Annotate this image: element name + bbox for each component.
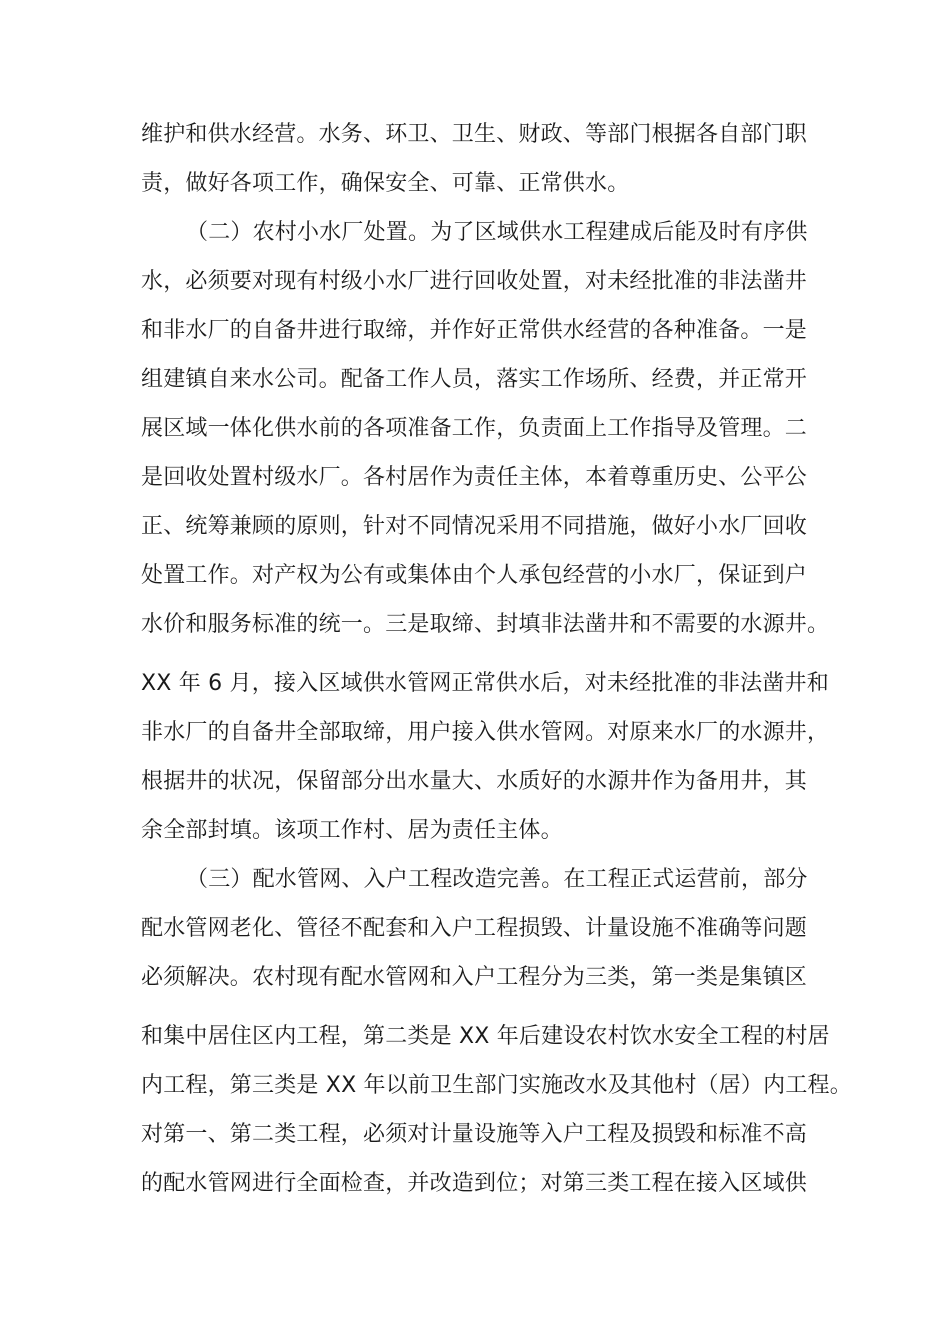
paragraph-heading-2: （二）农村小水厂处置。为了区域供水工程建成后能及时有序供 [186,220,808,245]
text-line-2: 责，做好各项工作，确保安全、可靠、正常供水。 [141,171,630,196]
text-line-21: 对第一、第二类工程，必须对计量设施等入户工程及损毁和标准不高 [141,1122,808,1147]
text-line-19: 和集中居住区内工程，第二类是 XX 年后建设农村饮水安全工程的村居 [141,1024,830,1049]
text-line-9: 正、统筹兼顾的原则，针对不同情况采用不同措施，做好小水厂回收 [141,514,808,539]
text-line-13: 非水厂的自备井全部取缔，用户接入供水管网。对原来水厂的水源井， [141,720,830,745]
paragraph-heading-3: （三）配水管网、入户工程改造完善。在工程正式运营前，部分 [186,867,808,892]
text-line-10: 处置工作。对产权为公有或集体由个人承包经营的小水厂，保证到户 [141,563,808,588]
text-line-14: 根据井的状况，保留部分出水量大、水质好的水源井作为备用井，其 [141,769,808,794]
text-line-5: 和非水厂的自备井进行取缔，并作好正常供水经营的各种准备。一是 [141,318,808,343]
text-line-22: 的配水管网进行全面检查，并改造到位；对第三类工程在接入区域供 [141,1171,808,1196]
text-line-12: XX 年 6 月，接入区域供水管网正常供水后，对未经批准的非法凿井和 [141,671,829,696]
text-line-17: 配水管网老化、管径不配套和入户工程损毁、计量设施不准确等问题 [141,916,808,941]
text-line-11: 水价和服务标准的统一。三是取缔、封填非法凿井和不需要的水源井。 [141,612,830,637]
text-line-4: 水，必须要对现有村级小水厂进行回收处置，对未经批准的非法凿井 [141,269,808,294]
text-line-18: 必须解决。农村现有配水管网和入户工程分为三类，第一类是集镇区 [141,965,808,990]
text-line-8: 是回收处置村级水厂。各村居作为责任主体，本着尊重历史、公平公 [141,465,808,490]
text-line-1: 维护和供水经营。水务、环卫、卫生、财政、等部门根据各自部门职 [141,122,808,147]
text-line-6: 组建镇自来水公司。配备工作人员，落实工作场所、经费，并正常开 [141,367,808,392]
text-line-20: 内工程，第三类是 XX 年以前卫生部门实施改水及其他村（居）内工程。 [141,1073,852,1098]
text-line-7: 展区域一体化供水前的各项准备工作，负责面上工作指导及管理。二 [141,416,808,441]
text-line-15: 余全部封填。该项工作村、居为责任主体。 [141,818,563,843]
